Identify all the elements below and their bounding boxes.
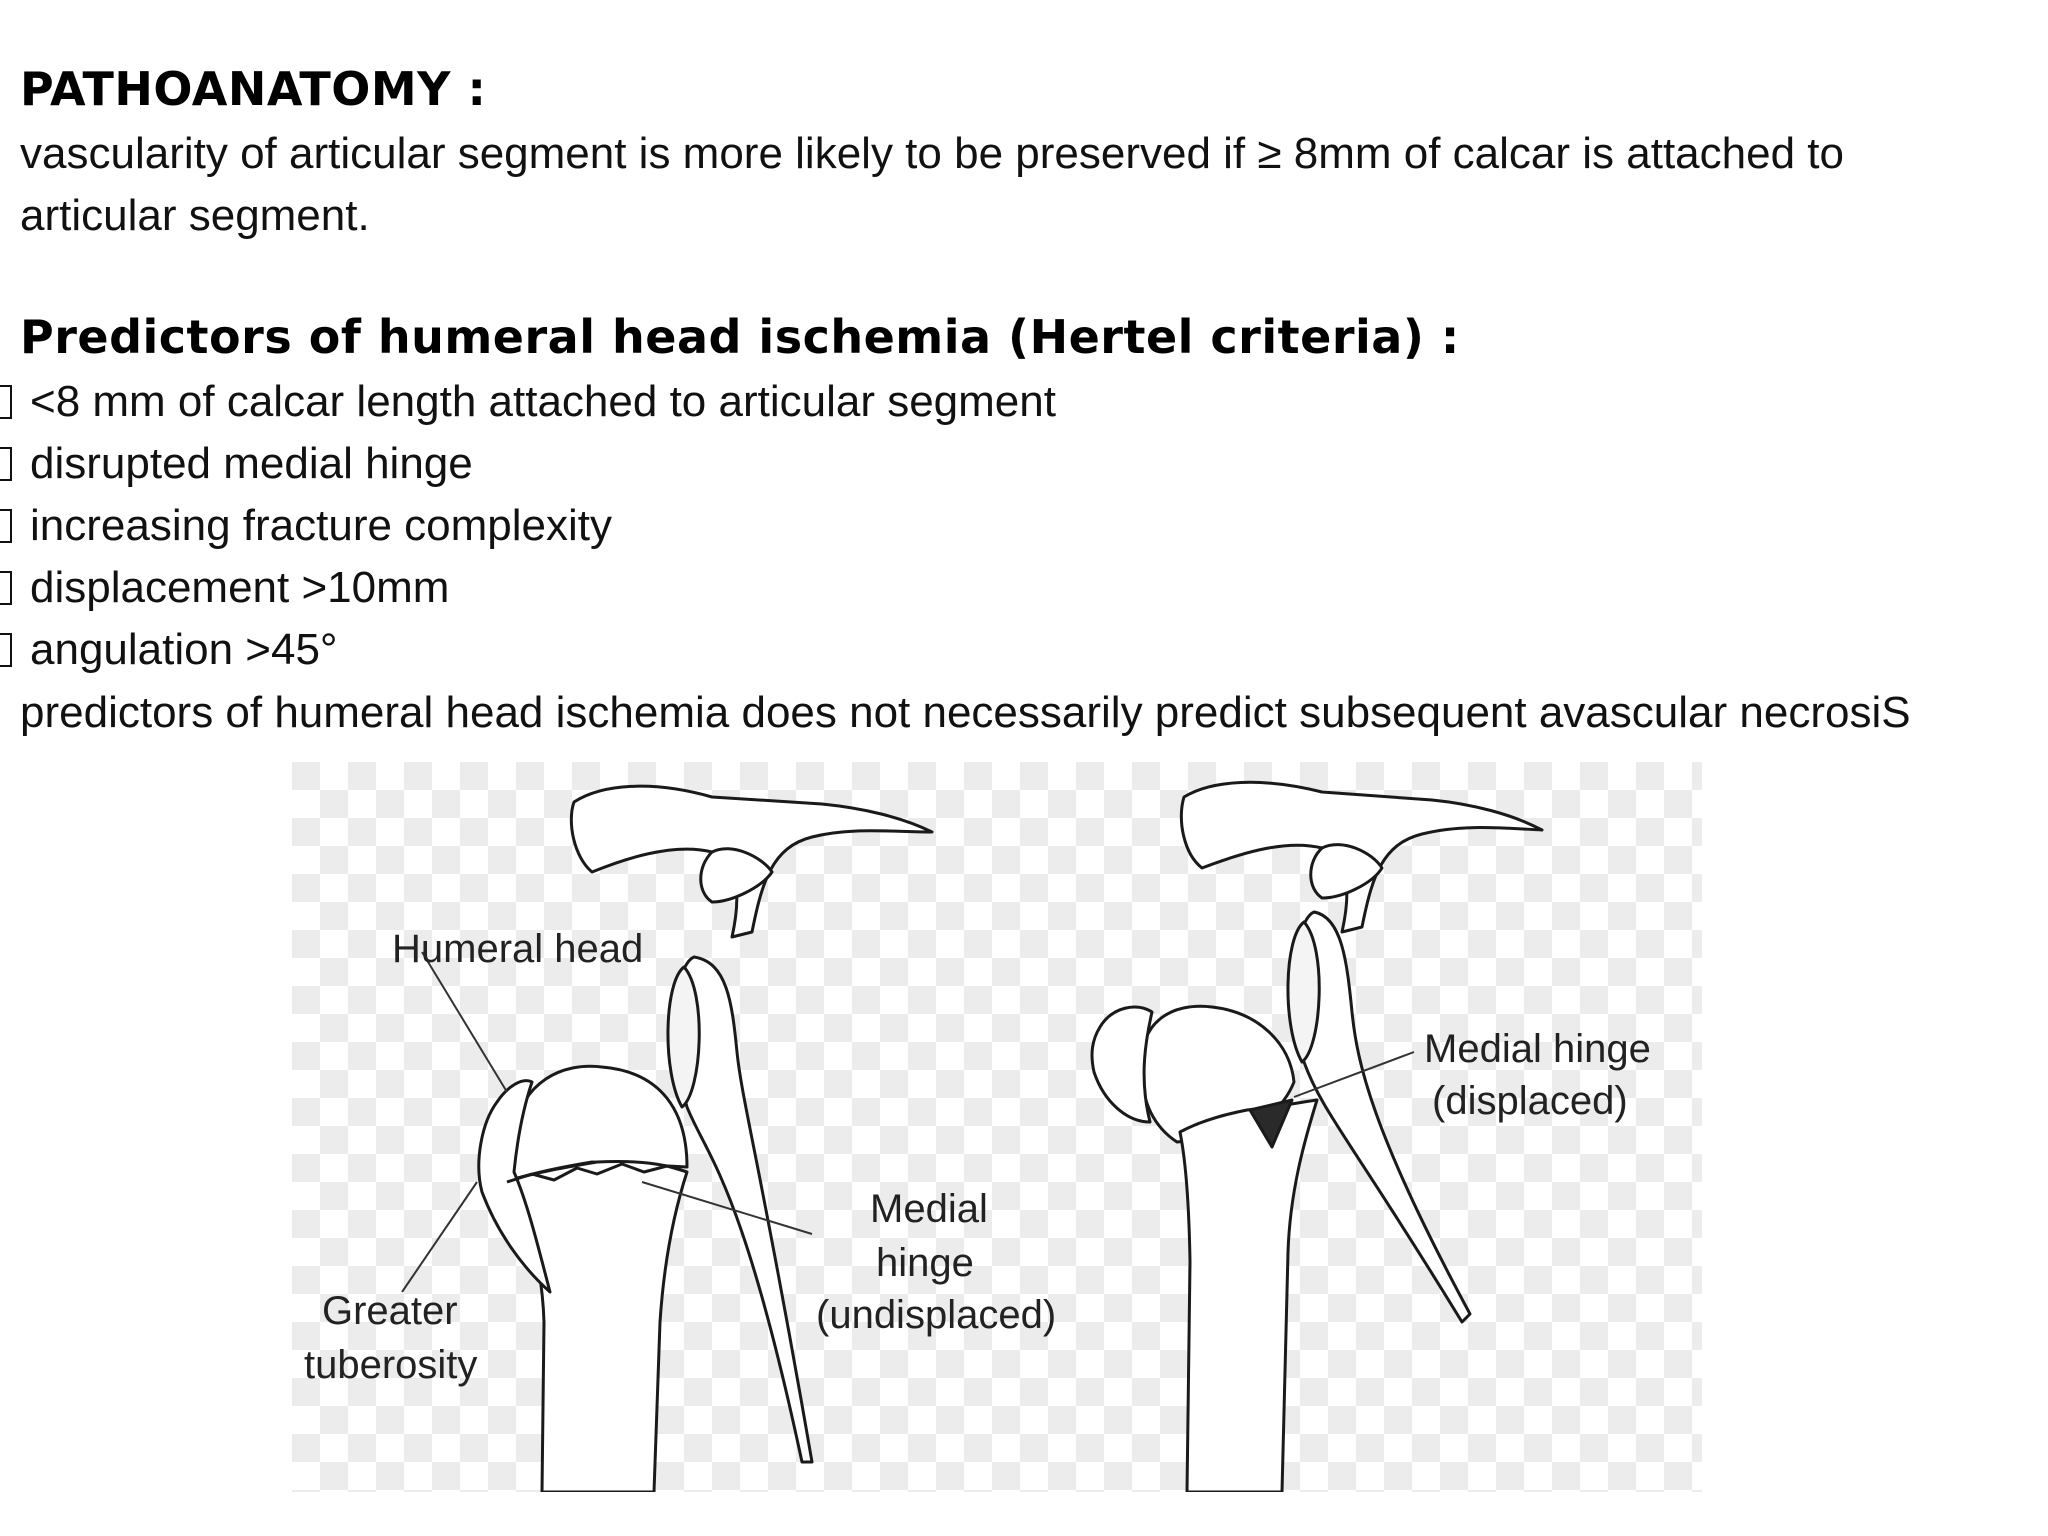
list-item <box>0 433 1056 495</box>
right-glenoid <box>1288 922 1319 1062</box>
bullet-box-icon <box>0 385 12 419</box>
bullet-box-icon <box>0 447 12 481</box>
left-glenoid <box>668 967 699 1107</box>
list-item-text: angulation >45° <box>30 625 338 674</box>
bullet-box-icon <box>0 571 12 605</box>
list-item <box>0 371 1056 433</box>
list-item-text: <8 mm of calcar length attached to articular segment <box>30 377 1056 426</box>
pathoanatomy-text: vascularity of articular segment is more likely to be preserved if ≥ 8mm of calcar is attached to articular segment. <box>20 129 1844 240</box>
list-item <box>0 619 1056 681</box>
label-medial-hinge-line3: (undisplaced) <box>816 1293 1057 1337</box>
label-medial-hinge-displaced-line1: Medial hinge <box>1424 1027 1651 1071</box>
list-item <box>0 495 1056 557</box>
label-humeral-head: Humeral head <box>392 927 644 971</box>
list-item-text: increasing fracture complexity <box>30 501 613 550</box>
illustration-svg <box>292 762 1702 1492</box>
label-greater-tuberosity-line1: Greater <box>322 1289 458 1333</box>
list-item <box>0 557 1056 619</box>
section-heading-pathoanatomy: PATHOANATOMY : <box>20 62 487 116</box>
label-medial-hinge-line2: hinge <box>876 1241 974 1285</box>
label-medial-hinge-line1: Medial <box>870 1187 988 1231</box>
list-item-text: disrupted medial hinge <box>30 439 473 488</box>
bullet-box-icon <box>0 509 12 543</box>
label-medial-hinge-displaced-line2: (displaced) <box>1432 1079 1628 1123</box>
bullet-box-icon <box>0 633 12 667</box>
list-item-text: displacement >10mm <box>30 563 450 612</box>
section-heading-predictors: Predictors of humeral head ischemia (Hertel criteria) : <box>20 310 1460 364</box>
predictors-note: predictors of humeral head ischemia does not necessarily predict subsequent avascular necrosiS <box>20 688 1911 737</box>
label-greater-tuberosity-line2: tuberosity <box>304 1343 478 1387</box>
predictors-list <box>0 371 1056 681</box>
shoulder-fracture-illustration <box>292 762 1702 1492</box>
